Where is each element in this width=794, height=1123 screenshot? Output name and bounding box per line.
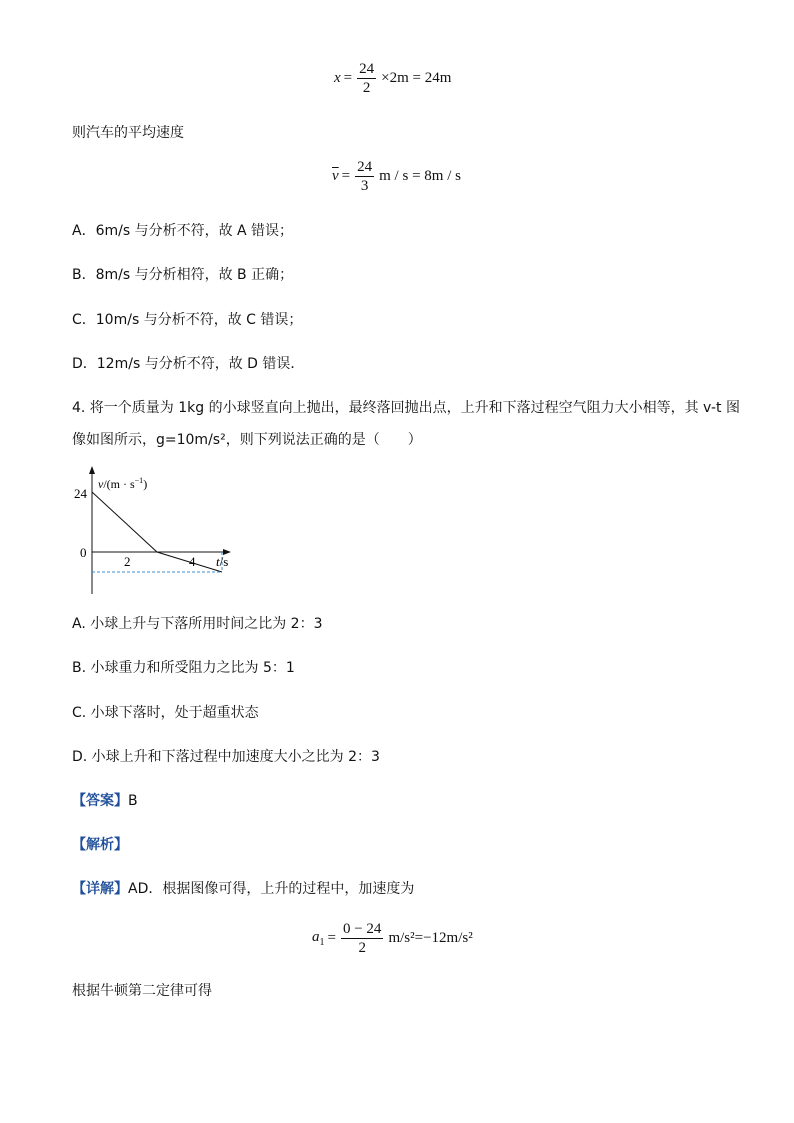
- option-a: A. 小球上升与下落所用时间之比为 2：3: [72, 616, 323, 632]
- x-axis-label-t: t: [216, 554, 220, 569]
- eq3-lhs-sub: 1: [319, 937, 325, 948]
- prev-option-b: B．8m/s 与分析相符，故 B 正确；: [72, 267, 294, 283]
- answer-label: 【答案】: [72, 793, 128, 809]
- option-c: C. 小球下落时，处于超重状态: [72, 705, 259, 721]
- eq2-equals: =: [341, 168, 351, 184]
- analysis-line: [72, 836, 128, 854]
- eq3-denominator: 2: [358, 940, 366, 956]
- detail-label: 【详解】: [72, 881, 128, 897]
- origin-label: 0: [80, 545, 87, 560]
- eq3-equals: =: [327, 930, 336, 946]
- eq3-fraction: [341, 920, 383, 957]
- detail-line: [72, 880, 414, 898]
- eq1-equals: =: [343, 70, 353, 86]
- eq3-rest: m/s²=−12m/s²: [388, 930, 473, 946]
- option-b: B. 小球重力和所受阻力之比为 5：1: [72, 660, 295, 676]
- eq2-denominator: 3: [360, 178, 369, 194]
- x-axis-label: [216, 554, 228, 569]
- velocity-series-line: [92, 492, 222, 572]
- answer-value: B: [128, 793, 138, 809]
- eq2-lhs: $\overline{v}$: [332, 168, 339, 184]
- y-axis-label-close: ): [143, 477, 148, 491]
- eq2-numerator: 24: [357, 159, 373, 175]
- prev-option-c: C．10m/s 与分析不符，故 C 错误；: [72, 312, 303, 328]
- vt-graph: [60, 462, 250, 597]
- eq1-lhs: x: [334, 70, 341, 86]
- eq3-numerator: 0 − 24: [342, 921, 382, 937]
- y-axis-label-unit: /(m · s: [103, 477, 135, 491]
- option-d: D. 小球上升和下落过程中加速度大小之比为 2：3: [72, 749, 380, 765]
- eq1-numerator: 24: [359, 61, 375, 77]
- y-axis-label: [98, 476, 147, 491]
- eq3-lhs: a: [312, 929, 320, 945]
- prev-option-d: D．12m/s 与分析不符，故 D 错误．: [72, 356, 305, 372]
- x-axis-label-unit: /s: [219, 554, 229, 569]
- equation-acceleration: [312, 920, 473, 957]
- question-4-line-1: 4. 将一个质量为 1kg 的小球竖直向上抛出，最终落回抛出点，上升和下落过程空气阻力大小相等，其 v-t 图: [72, 400, 740, 416]
- y-axis-arrow: [89, 466, 95, 474]
- y-axis-label-v: v: [98, 477, 104, 491]
- equation-displacement: [334, 60, 451, 97]
- eq1-rest: ×2m = 24m: [381, 70, 452, 86]
- y-axis-label-exp: −1: [134, 476, 144, 485]
- analysis-label: 【解析】: [72, 837, 128, 853]
- answer-line: [72, 792, 138, 810]
- eq1-denominator: 2: [362, 80, 371, 96]
- y-tick-24: 24: [74, 486, 87, 501]
- eq3-lhs-group: [312, 929, 325, 948]
- eq1-fraction: [357, 60, 376, 97]
- prev-option-a: A．6m/s 与分析不符，故 A 错误；: [72, 223, 294, 239]
- newton-law-line: 根据牛顿第二定律可得: [72, 983, 212, 999]
- eq2-fraction: [355, 158, 374, 195]
- question-4-line-2: 像如图所示，g=10m/s²，则下列说法正确的是（ ）: [72, 432, 422, 448]
- detail-text: AD．根据图像可得，上升的过程中，加速度为: [128, 881, 415, 897]
- eq2-rest: m / s = 8m / s: [379, 168, 461, 184]
- x-tick-4: 4: [189, 554, 196, 569]
- x-tick-2: 2: [124, 554, 131, 569]
- equation-average-velocity: [332, 158, 461, 195]
- avg-speed-line: 则汽车的平均速度: [72, 125, 184, 141]
